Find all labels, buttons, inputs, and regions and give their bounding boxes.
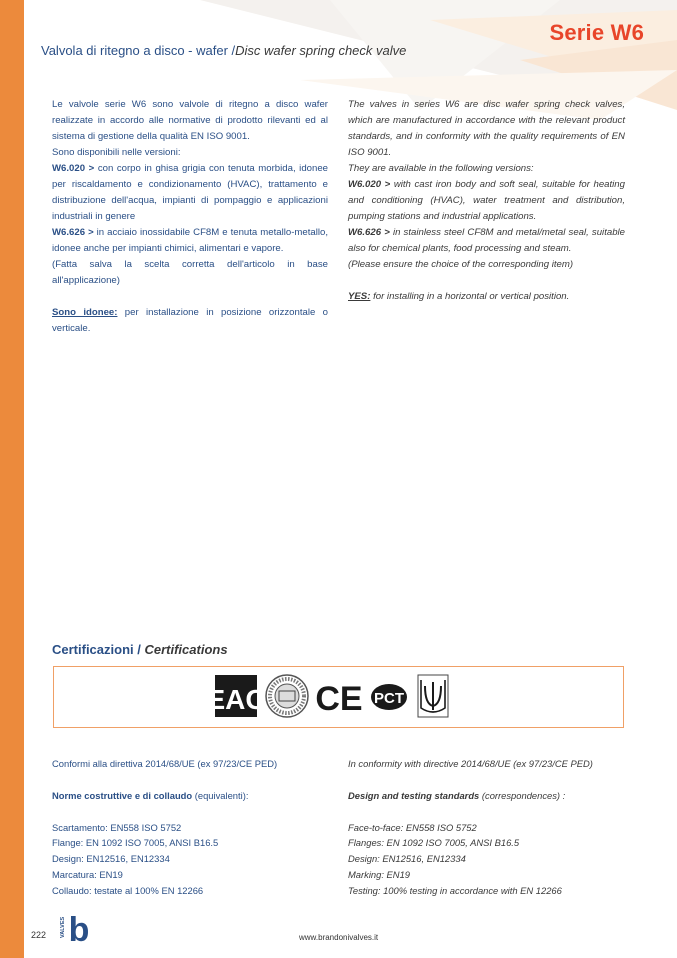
orange-sidebar xyxy=(0,0,24,958)
cert-title-it: Certificazioni / xyxy=(52,642,141,657)
standards-english xyxy=(348,756,638,899)
subtitle-en: Disc wafer spring check valve xyxy=(235,43,407,58)
website-link[interactable]: www.brandonivalves.it xyxy=(299,933,379,942)
intro-it-suitable xyxy=(52,305,328,337)
standards-heading-en xyxy=(348,788,638,804)
intro-en-versions: They are available in the following versions: xyxy=(348,163,534,174)
intro-en-suitable xyxy=(348,289,625,305)
intro-it-w6626 xyxy=(52,225,328,257)
cert-title-en: Certifications xyxy=(144,642,228,657)
standard-item-en: Testing: 100% testing in accordance with EN 12266 xyxy=(348,884,562,896)
intro-en-note: (Please ensure the choice of the corresponding item) xyxy=(348,259,574,270)
certifications-title xyxy=(52,642,228,657)
ce-mark-icon xyxy=(315,680,362,718)
w6020-code: W6.020 > xyxy=(52,163,95,174)
standard-item: Collaudo: testate al 100% EN 12266 xyxy=(52,884,204,896)
w6626-code-en: W6.626 > xyxy=(348,227,390,238)
series-title: Serie W6 xyxy=(549,20,644,45)
intro-en-paragraph: The valves in series W6 are disc wafer spring check valves, which are manufactured in accordance with the relevant product standards, and in conformity with the quality requirements of EN ISO 9001. xyxy=(348,99,625,158)
conformity-it: Conformi alla direttiva 2014/68/UE (ex 97/23/CE PED) xyxy=(52,758,278,769)
standard-item: Marcatura: EN19 xyxy=(52,868,123,880)
intro-en-w6020 xyxy=(348,177,625,225)
w6626-code: W6.626 > xyxy=(52,227,94,238)
ce-text: CE xyxy=(315,680,363,718)
standards-heading-it xyxy=(52,788,342,804)
seal-mark-icon xyxy=(266,675,308,717)
intro-it-w6020 xyxy=(52,161,328,225)
certification-logos xyxy=(206,674,475,718)
standards-heading-rest-en: (correspondences) : xyxy=(479,789,566,801)
brandoni-logo-icon xyxy=(60,908,92,949)
suitable-label: Sono idonee: xyxy=(52,307,118,318)
pct-mark-icon xyxy=(371,684,407,710)
intro-it-versions: Sono disponibili nelle versioni: xyxy=(52,147,181,158)
pct-text: PCT xyxy=(374,690,404,707)
intro-italian xyxy=(52,97,328,337)
intro-english xyxy=(348,97,625,305)
standards-heading-bold-en: Design and testing standards xyxy=(348,789,480,801)
certifications-box xyxy=(53,666,624,728)
standards-heading-rest: (equivalenti): xyxy=(192,789,249,801)
w6020-desc: con corpo in ghisa grigia con tenuta morbida, idonee per riscaldamento e condizionamento (HVAC), trattamento e distribuzione dell'acqua, impianti di pompaggio e applicazioni industriali in genere xyxy=(52,163,328,222)
suitable-text-en: for installing in a horizontal or vertical position. xyxy=(370,291,570,302)
ukraine-trident-mark-icon xyxy=(418,675,448,717)
standard-item-en: Flanges: EN 1092 ISO 7005, ANSI B16.5 xyxy=(348,837,520,849)
standard-item: Flange: EN 1092 ISO 7005, ANSI B16.5 xyxy=(52,837,219,849)
standard-item-en: Marking: EN19 xyxy=(348,868,411,880)
page-number: 222 xyxy=(31,930,47,940)
intro-it-paragraph: Le valvole serie W6 sono valvole di ritegno a disco wafer realizzate in accordo alle normative di prodotto rilevanti ed al sistema di gestione della qualità EN ISO 9001. xyxy=(52,99,328,142)
eac-mark-icon xyxy=(206,675,265,717)
standard-item: Scartamento: EN558 ISO 5752 xyxy=(52,821,182,833)
standard-item-en: Design: EN12516, EN12334 xyxy=(348,853,466,865)
intro-en-w6626 xyxy=(348,225,625,257)
eac-text: EAC xyxy=(206,684,266,715)
standard-item: Design: EN12516, EN12334 xyxy=(52,853,170,865)
w6020-desc-en: with cast iron body and soft seal, suitable for heating and conditioning (HVAC), water treatment and distribution, pumping stations and industrial applications. xyxy=(348,179,625,222)
intro-it-note: (Fatta salva la scelta corretta dell'articolo in base all'applicazione) xyxy=(52,259,328,286)
w6020-code-en: W6.020 > xyxy=(348,179,391,190)
standard-item-en: Face-to-face: EN558 ISO 5752 xyxy=(348,821,477,833)
suitable-text: per installazione in posizione orizzontale o verticale. xyxy=(52,307,328,334)
standards-heading-bold: Norme costruttive e di collaudo xyxy=(52,789,193,801)
conformity-en: In conformity with directive 2014/68/UE (ex 97/23/CE PED) xyxy=(348,758,593,769)
subtitle-it: Valvola di ritegno a disco - wafer / xyxy=(41,43,236,58)
suitable-label-en: YES: xyxy=(348,291,371,302)
w6626-desc-en: in stainless steel CF8M and metal/metal seal, suitable also for chemical plants, food processing and steam. xyxy=(348,227,625,254)
w6626-desc: in acciaio inossidabile CF8M e tenuta metallo-metallo, idonee anche per impianti chimici, alimentari e vapore. xyxy=(52,227,328,254)
brand-text: VALVES xyxy=(60,916,66,938)
standards-italian xyxy=(52,756,342,899)
page-subtitle xyxy=(41,43,406,58)
brand-letter: b xyxy=(68,911,90,949)
